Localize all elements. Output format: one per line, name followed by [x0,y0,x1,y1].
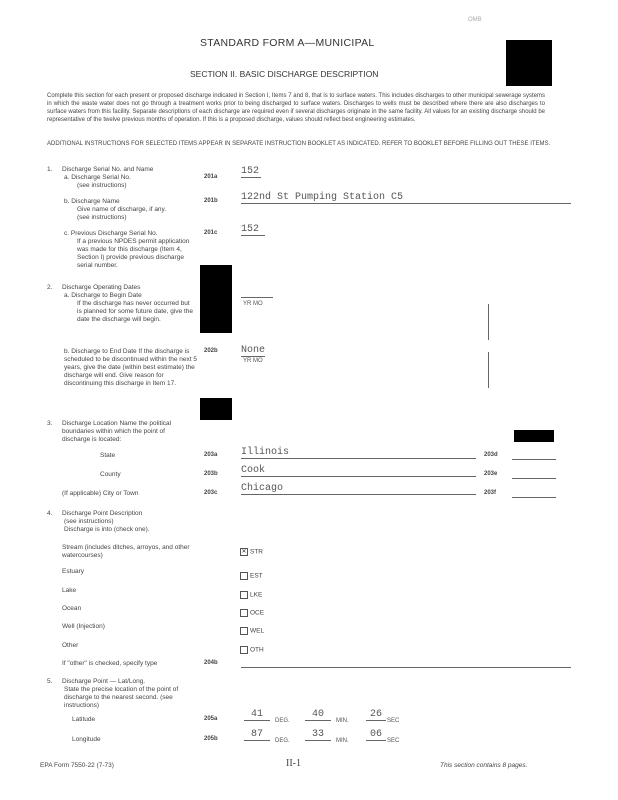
intro-paragraph: Complete this section for each present or proposed discharge indicated in Section I, Items 7 and 8, that is to surface waters. This includes discharges to other municipal sewerage systems in which the waste water does not go through a treatment works prior to being discharged to surface waters. Discharges to wells must be described where there are also discharges to surface waters from this facility. Separate descriptions of each discharge are required even if several discharges originate in the same facility. All values for an existing discharge should be representative of the twelve previous months of operation. If this is a proposed discharge, values should reflect best engineering estimates. [47,93,545,123]
item5-title: Discharge Point — Lat/Long. [62,678,146,685]
vertical-rule [488,352,489,388]
item1b-label: b. Discharge Name [64,198,120,205]
item1b-sub2: (see instructions) [77,214,127,221]
item1b-sub: Give name of discharge, if any. [77,206,167,213]
county-field[interactable]: Cook [241,465,476,477]
item4-sub1: (see instructions) [64,518,114,525]
page-title: STANDARD FORM A—MUNICIPAL [200,37,375,49]
unit-label: DEG. [275,738,290,744]
checkbox-str[interactable]: ✕ STR [241,548,263,556]
item-number: 2. [47,284,53,291]
city-label: (If applicable) City or Town [62,490,139,497]
field-code: 201a [204,174,218,180]
latitude-label: Latitude [72,716,96,723]
redaction-block [200,398,232,420]
field-code: 204b [204,660,218,666]
redaction-block [506,40,552,86]
vertical-rule [488,304,489,340]
item-number: 5. [47,678,53,685]
redaction-block [200,265,232,333]
field-code: 205a [204,716,218,722]
state-field[interactable]: Illinois [241,447,476,459]
item1a-sub: (see instructions) [77,182,127,189]
field-code: 201c [204,230,218,236]
checkbox-est[interactable]: EST [240,567,263,585]
latitude-degrees-field[interactable]: 41 [244,709,270,721]
yr-mo-label: YR MO [243,358,263,364]
field-code: 205b [204,736,218,742]
begin-date-field[interactable] [241,296,273,298]
checkbox-oce[interactable]: OCE [240,604,264,622]
option-label: Ocean [62,605,82,612]
longitude-label: Longitude [72,736,101,743]
state-code-field[interactable] [512,458,556,460]
unit-label: SEC [387,718,400,724]
unit-label: DEG. [275,718,290,724]
item1a-label: a. Discharge Serial No. [64,174,131,181]
section-title: SECTION II. BASIC DISCHARGE DESCRIPTION [190,69,379,79]
item4-title: Discharge Point Description [62,510,143,517]
item-number: 4. [47,510,53,517]
item-number: 1. [47,166,53,173]
latitude-seconds-field[interactable]: 26 [366,709,386,721]
discharge-serial-field[interactable]: 152 [241,166,260,177]
item1-title: Discharge Serial No. and Name [62,166,154,173]
item3-title: Discharge Location Name the political boundaries within which the point of discharge is located: [62,420,172,443]
section-page-note: This section contains 8 pages. [440,762,528,769]
item2a-label: a. Discharge to Begin Date [64,292,142,299]
end-date-field[interactable]: None [241,345,266,356]
longitude-seconds-field[interactable]: 06 [366,729,386,741]
field-code: 203f [484,490,497,496]
city-field[interactable]: Chicago [241,483,476,495]
option-label: Lake [62,587,77,594]
omb-corner-text: OMB [468,17,482,23]
option-label: Well (Injection) [62,623,105,630]
item5-sub: State the precise location of the point of discharge to the nearest second. (see instructions) [64,686,179,709]
option-label: Stream (includes ditches, arroyos, and other watercourses) [62,544,190,559]
item1c-sub: If a previous NPDES permit application was made for this discharge (Item 4, Section I) provide previous discharge serial number. [77,238,190,269]
unit-label: MIN. [336,738,349,744]
page-number: II-1 [286,758,301,769]
item2-title: Discharge Operating Dates [62,284,141,291]
longitude-degrees-field[interactable]: 87 [244,729,270,741]
field-code: 201b [204,198,218,204]
checkbox-oth[interactable]: OTH [240,641,264,659]
state-label: State [100,452,116,459]
other-specify-label: If "other" is checked, specify type [62,660,158,667]
unit-label: SEC [387,738,400,744]
county-label: County [100,471,121,478]
option-label: Estuary [62,568,85,575]
city-code-field[interactable] [512,496,556,498]
checkbox-wel[interactable]: WEL [240,622,264,640]
unit-label: MIN. [336,718,349,724]
item-number: 3. [47,420,53,427]
form-number: EPA Form 7550-22 (7-73) [40,762,114,769]
discharge-name-field[interactable]: 122nd St Pumping Station C5 [241,192,571,204]
redaction-block [514,430,554,442]
field-code: 203a [204,452,218,458]
item1c-label: c. Previous Discharge Serial No. [64,230,158,237]
additional-instructions: ADDITIONAL INSTRUCTIONS FOR SELECTED ITEMS APPEAR IN SEPARATE INSTRUCTION BOOKLET AS INDICATED. REFER TO BOOKLET BEFORE FILLING OUT THESE ITEMS. [47,141,551,147]
item2a-sub: If the discharge has never occurred but is planned for some future date, give the date the discharge will begin. [77,300,193,323]
checkbox-lke[interactable]: LKE [240,586,262,604]
previous-serial-field[interactable]: 152 [241,224,265,236]
item4-sub2: Discharge is into (check one). [64,526,150,533]
field-code: 202b [204,348,218,354]
yr-mo-label: YR MO [243,301,263,307]
longitude-minutes-field[interactable]: 33 [305,729,331,741]
field-code: 203c [204,490,218,496]
field-code: 203e [484,471,498,477]
county-code-field[interactable] [512,477,556,479]
field-code: 203d [484,452,498,458]
latitude-minutes-field[interactable]: 40 [305,709,331,721]
other-type-field[interactable] [241,666,571,668]
field-code: 203b [204,471,218,477]
item2b-label: b. Discharge to End Date If the discharge is scheduled to be discontinued within the next 5 years, give the date (within best estimate) the discharge will end. Give reason for discontinuing this discharge in Item 17. [64,348,197,387]
option-label: Other [62,642,79,649]
